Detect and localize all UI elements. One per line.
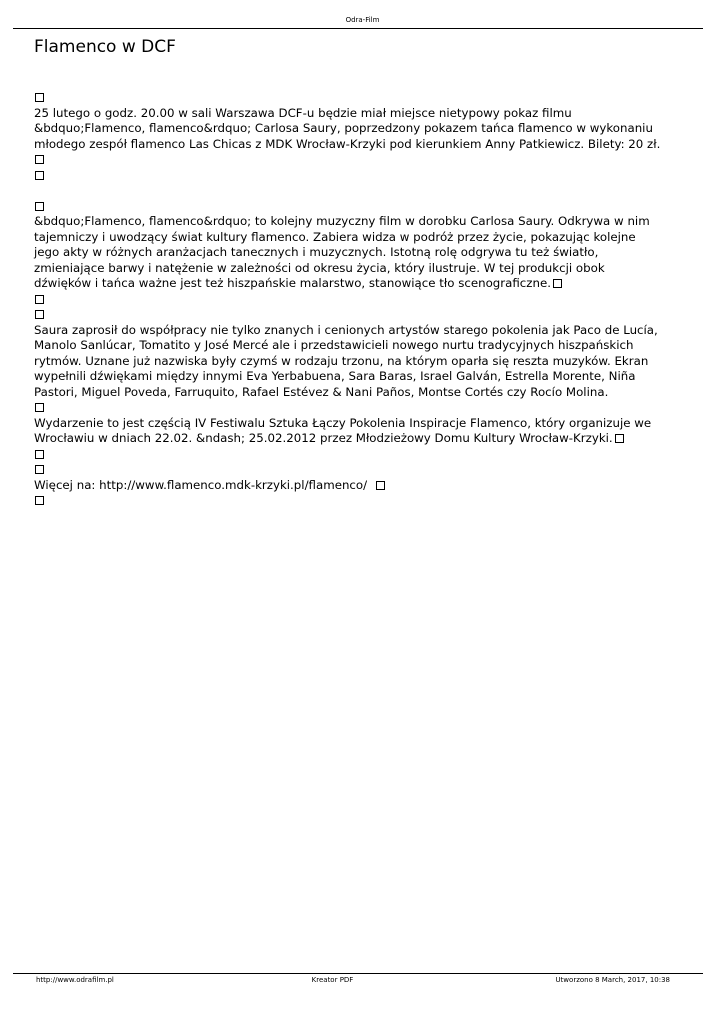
text-line: młodego zespół flamenco Las Chicas z MDK Wrocław-Krzyki pod kierunkiem Anny Patkiewicz. Bilety: 20 zł.: [34, 136, 661, 151]
missing-glyph-icon: [35, 496, 44, 505]
text-line: jego akty w różnych aranżacjach tanecznych i muzycznych. Istotną rolę odgrywa tu też światło,: [34, 245, 599, 259]
more-info-line: [34, 478, 694, 494]
text-line: Manolo Sanlúcar, Tomatito y José Mercé ale i przedstawicieli nowego nurtu tradycyjnych hiszpańskich: [34, 338, 634, 352]
missing-glyph-icon: [615, 434, 624, 443]
missing-glyph-box: [34, 152, 694, 168]
missing-glyph-icon: [35, 93, 44, 102]
missing-glyph-box: [34, 307, 694, 323]
missing-glyph-icon: [35, 310, 44, 319]
text-line: dźwięków i tańca ważne jest też hiszpańskie malarstwo, stanowiące tło scenograficzne.: [34, 276, 551, 290]
article-body: [34, 90, 694, 509]
footer-created: Utworzono 8 March, 2017, 10:38: [555, 976, 670, 984]
paragraph-artists: [34, 323, 694, 401]
missing-glyph-icon: [35, 295, 44, 304]
missing-glyph-icon: [35, 202, 44, 211]
more-info-text: Więcej na: http://www.flamenco.mdk-krzyki.pl/flamenco/: [34, 477, 371, 492]
missing-glyph-box: [34, 462, 694, 478]
missing-glyph-box: [34, 493, 694, 509]
footer-url: http://www.odrafilm.pl: [36, 976, 114, 984]
paragraph-film: [34, 214, 694, 292]
text-line-with-box: [34, 431, 694, 447]
text-line: Wydarzenie to jest częścią IV Festiwalu Sztuka Łączy Pokolenia Inspiracje Flamenco, który organizuje we: [34, 415, 652, 430]
header-divider: [13, 28, 703, 29]
blank-line: [34, 183, 694, 199]
missing-glyph-box: [34, 199, 694, 215]
text-line: tajemniczy i uwodzący świat kultury flamenco. Zabiera widza w podróż przez życie, pokazując kolejne: [34, 229, 636, 244]
page-title: Flamenco w DCF: [34, 37, 176, 57]
text-line: Pastori, Miguel Poveda, Farruquito, Rafael Estévez & Nani Paños, Montse Cortés czy Rocío Molina.: [34, 384, 609, 399]
header-site-name: Odra-Film: [345, 16, 380, 24]
missing-glyph-box: [34, 90, 694, 106]
missing-glyph-icon: [35, 465, 44, 474]
text-line: zmieniające barwy i natężenie w zależności od okresu życia, który ilustruje. W tej produkcji obok: [34, 260, 605, 275]
text-line: Wrocławiu w dniach 22.02. &ndash; 25.02.2012 przez Młodzieżowy Domu Kultury Wrocław-Krzyki.: [34, 431, 613, 445]
footer-divider: [13, 973, 703, 974]
missing-glyph-box: [34, 292, 694, 308]
missing-glyph-box: [34, 400, 694, 416]
missing-glyph-icon: [553, 279, 562, 288]
text-line: &bdquo;Flamenco, flamenco&rdquo; to kolejny muzyczny film w dorobku Carlosa Saury. Odkrywa w nim: [34, 214, 650, 228]
missing-glyph-icon: [35, 450, 44, 459]
text-line: 25 lutego o godz. 20.00 w sali Warszawa DCF-u będzie miał miejsce nietypowy pokaz filmu: [34, 105, 572, 120]
footer-generator: Kreator PDF: [311, 976, 354, 984]
missing-glyph-box: [34, 447, 694, 463]
paragraph-festival: [34, 416, 694, 447]
missing-glyph-icon: [376, 481, 385, 490]
missing-glyph-icon: [35, 171, 44, 180]
missing-glyph-icon: [35, 403, 44, 412]
paragraph-event: [34, 106, 694, 153]
missing-glyph-icon: [35, 155, 44, 164]
text-line-with-box: [34, 276, 694, 292]
text-line: wypełnili dźwiękami między innymi Eva Yerbabuena, Sara Baras, Israel Galván, Estrella Morente, Niña: [34, 369, 636, 383]
text-line: rytmów. Uznane już nazwiska były czymś w rodzaju trzonu, na którym oparła się reszta muzyków. Ekran: [34, 353, 649, 368]
missing-glyph-box: [34, 168, 694, 184]
text-line: &bdquo;Flamenco, flamenco&rdquo; Carlosa Saury, poprzedzony pokazem tańca flamenco w wykonaniu: [34, 121, 653, 135]
text-line: Saura zaprosił do współpracy nie tylko znanych i cenionych artystów starego pokolenia jak Paco de Lucía,: [34, 322, 658, 337]
